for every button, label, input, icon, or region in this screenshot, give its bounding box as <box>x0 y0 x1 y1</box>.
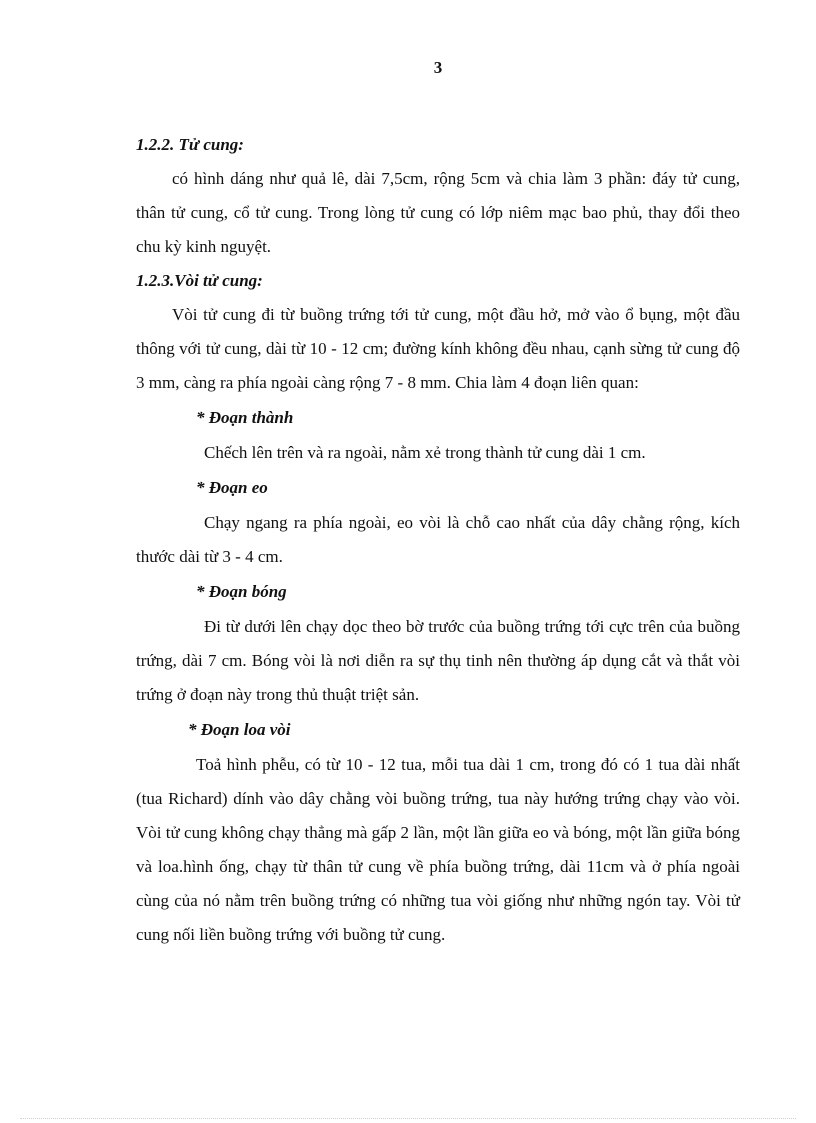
section-heading-tu-cung: 1.2.2. Tử cung: <box>136 135 244 154</box>
section-paragraph-tu-cung: có hình dáng như quả lê, dài 7,5cm, rộng 5cm và chia làm 3 phần: đáy tử cung, thân tử cung, cổ tử cung. Trong lòng tử cung có lớp niêm mạc bao phủ, thay đổi theo chu kỳ kinh nguyệt. <box>136 169 740 256</box>
paragraph-doan-thanh: Chếch lên trên và ra ngoài, nằm xẻ trong thành tử cung dài 1 cm. <box>204 443 646 462</box>
subheading-doan-loa-voi: * Đoạn loa vòi <box>188 720 291 739</box>
page-number: 3 <box>433 58 443 77</box>
subheading-doan-eo: * Đoạn eo <box>196 478 268 497</box>
paragraph-doan-bong: Đi từ dưới lên chạy dọc theo bờ trước của buồng trứng tới cực trên của buồng trứng, dài 7 cm. Bóng vòi là nơi diễn ra sự thụ tinh nên thường áp dụng cắt và thắt vòi trứng ở đoạn này trong thủ thuật triệt sản. <box>136 617 740 704</box>
subheading-doan-bong: * Đoạn bóng <box>196 582 287 601</box>
page-bottom-divider <box>20 1118 796 1119</box>
document-body <box>136 128 740 952</box>
paragraph-doan-eo: Chạy ngang ra phía ngoài, eo vòi là chỗ cao nhất của dây chằng rộng, kích thước dài từ 3 - 4 cm. <box>136 513 740 566</box>
section-paragraph-voi-tu-cung: Vòi tử cung đi từ buồng trứng tới tử cung, một đầu hở, mở vào ổ bụng, một đầu thông với tử cung, dài từ 10 - 12 cm; đường kính không đều nhau, cạnh sừng tử cung độ 3 mm, càng ra phía ngoài càng rộng 7 - 8 mm. Chia làm 4 đoạn liên quan: <box>136 305 740 392</box>
paragraph-doan-loa-voi: Toả hình phễu, có từ 10 - 12 tua, mỗi tua dài 1 cm, trong đó có 1 tua dài nhất (tua Richard) dính vào dây chằng vòi buồng trứng, tua này hướng trứng chạy vào vòi. Vòi tử cung không chạy thẳng mà gấp 2 lần, một lần giữa eo và bóng, một lần giữa bóng và loa.hình ống, chạy từ thân tử cung về phía buồng trứng, dài 11cm và ở phía ngoài cùng của nó nằm trên buồng trứng có những tua vòi giống như những ngón tay. Vòi tử cung nối liền buồng trứng với buồng tử cung. <box>136 755 740 944</box>
subheading-doan-thanh: * Đoạn thành <box>196 408 294 427</box>
section-heading-voi-tu-cung: 1.2.3.Vòi tử cung: <box>136 271 263 290</box>
